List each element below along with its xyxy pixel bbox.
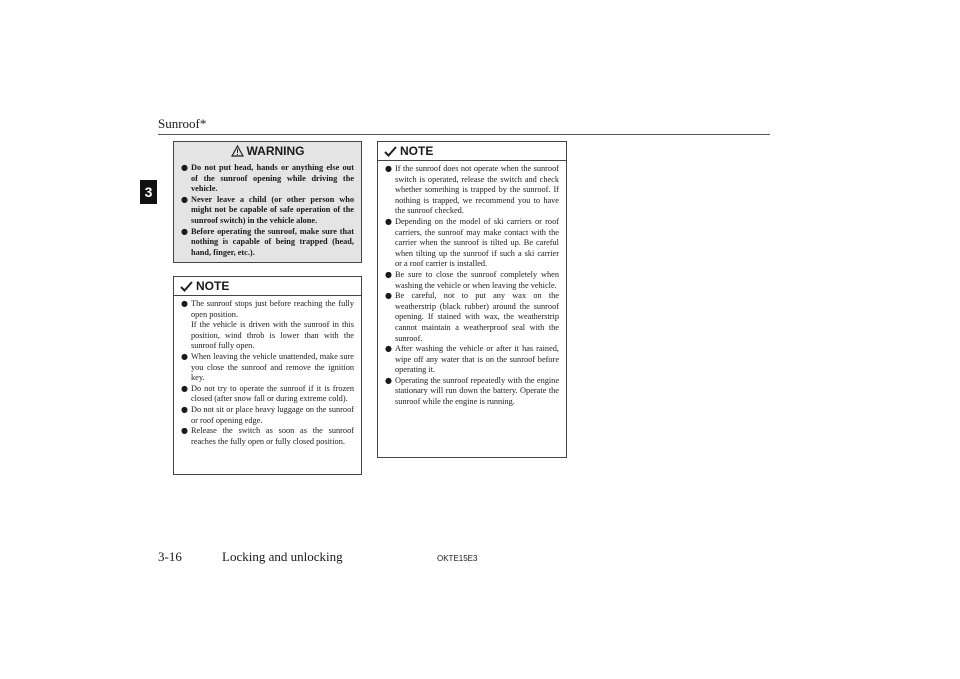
note-box-1	[173, 276, 362, 475]
list-item: ● Be sure to close the sunroof completely when washing the vehicle or when leaving the vehicle.	[385, 269, 559, 290]
bullet-icon: ●	[181, 163, 188, 172]
note-label: NOTE	[196, 279, 230, 293]
note-list	[174, 296, 361, 447]
bullet-icon: ●	[181, 426, 188, 436]
footer-section-title: Locking and unlocking	[222, 549, 343, 564]
chapter-tab: 3	[140, 180, 157, 204]
list-item: ● Do not put head, hands or anything else out of the sunroof opening while driving the vehicle.	[181, 163, 354, 194]
bullet-icon: ●	[181, 404, 188, 414]
bullet-icon: ●	[181, 226, 188, 236]
warning-box	[173, 141, 362, 263]
list-item: ● Before operating the sunroof, make sure that nothing is capable of being trapped (head, hand, finger, etc.).	[181, 226, 354, 257]
warning-triangle-icon	[231, 145, 244, 157]
list-item: ● The sunroof stops just before reaching the fully open position. If the vehicle is driven with the sunroof in this position, wind throb is lower than with the sunroof fully open.	[181, 299, 354, 351]
note-list	[378, 161, 566, 408]
warning-header	[174, 142, 361, 160]
warning-label: WARNING	[246, 144, 305, 158]
note-header	[174, 277, 361, 296]
note-label: NOTE	[400, 144, 434, 158]
warning-list	[174, 160, 361, 258]
list-item: ● After washing the vehicle or after it has rained, wipe off any water that is on the sunroof before operating it.	[385, 344, 559, 375]
list-item: ● Depending on the model of ski carriers or roof carriers, the sunroof may make contact with the carrier when the sunroof is tilted up. Be careful when tilting up the sunroof if such a ski carrier or a roof carrier is installed.	[385, 216, 559, 269]
list-item: ● Never leave a child (or other person who might not be capable of safe operation of the sunroof switch) in the vehicle alone.	[181, 194, 354, 225]
bullet-icon: ●	[181, 351, 188, 361]
list-item: ● Operating the sunroof repeatedly with the engine stationary will run down the battery. Operate the sunroof while the engine is running.	[385, 375, 559, 407]
bullet-icon: ●	[385, 344, 392, 354]
list-item: ● Do not try to operate the sunroof if it is frozen closed (after snow fall or during extreme cold).	[181, 383, 354, 404]
header-title: Sunroof*	[158, 116, 207, 131]
bullet-icon: ●	[385, 164, 392, 173]
header-rule	[158, 134, 770, 135]
bullet-icon: ●	[385, 269, 392, 279]
footer-page-number: 3-16	[158, 549, 182, 564]
note-box-2	[377, 141, 567, 458]
bullet-icon: ●	[181, 194, 188, 204]
note-check-icon	[384, 145, 397, 157]
bullet-icon: ●	[385, 216, 392, 226]
footer-doc-code: OKTE15E3	[437, 554, 478, 563]
bullet-icon: ●	[385, 291, 392, 301]
list-item: ● Be careful, not to put any wax on the weatherstrip (black rubber) around the sunroof opening. If stained with wax, the weatherstrip cannot maintain a weatherproof seal with the sunroof.	[385, 291, 559, 343]
list-item: ● When leaving the vehicle unattended, make sure you close the sunroof and remove the ignition key.	[181, 351, 354, 383]
note-header	[378, 142, 566, 161]
list-item: ● If the sunroof does not operate when the sunroof switch is operated, release the switch and check whether something is trapped by the sunroof. If nothing is trapped, we recommend you to have the sunroof checked.	[385, 164, 559, 216]
bullet-icon: ●	[385, 375, 392, 385]
bullet-icon: ●	[181, 383, 188, 393]
bullet-icon: ●	[181, 299, 188, 308]
note-check-icon	[180, 280, 193, 292]
list-item: ● Release the switch as soon as the sunroof reaches the fully open or fully closed position.	[181, 426, 354, 446]
list-item: ● Do not sit or place heavy luggage on the sunroof or roof opening edge.	[181, 404, 354, 425]
